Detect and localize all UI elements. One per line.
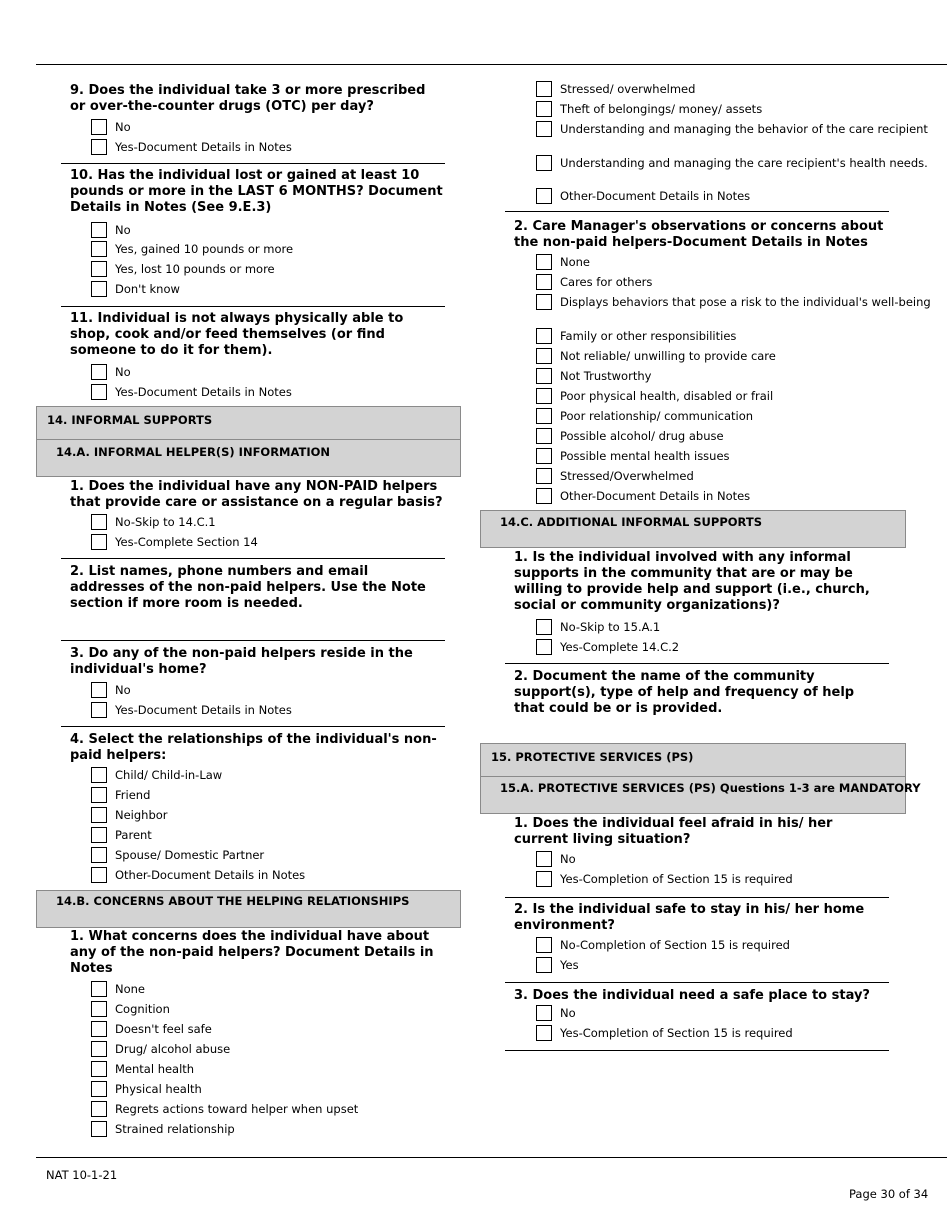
checkbox[interactable] [536,328,552,344]
checkbox[interactable] [536,368,552,384]
checkbox-label: Other-Document Details in Notes [115,868,306,882]
section-15a-header [480,776,921,814]
checkbox[interactable] [91,1121,107,1137]
checkbox-label: Physical health [115,1082,202,1096]
checkbox-label: Understanding and managing the behavior of the care recipient [560,122,928,136]
checkbox[interactable] [91,787,107,803]
checkbox-label: Possible mental health issues [560,449,730,463]
checkbox[interactable] [91,261,107,277]
checkbox[interactable] [536,639,552,655]
checkbox-label: No-Completion of Section 15 is required [560,938,790,952]
checkbox-label: Don't know [115,282,180,296]
checkbox-label: No [115,365,131,379]
checkbox[interactable] [536,871,552,887]
checkbox-label: Spouse/ Domestic Partner [115,848,265,862]
checkbox[interactable] [91,364,107,380]
divider [505,897,889,898]
question-9: 9. Does the individual take 3 or more prescribed or over-the-counter drugs (OTC) per day? [70,83,426,114]
checkbox[interactable] [91,514,107,530]
checkbox[interactable] [536,408,552,424]
form-id: NAT 10-1-21 [46,1168,118,1182]
checkbox-label: Understanding and managing the care recipient's health needs. [560,156,928,170]
divider [505,211,889,212]
checkbox-label: Other-Document Details in Notes [560,489,751,503]
section-14a-header [36,439,461,477]
checkbox[interactable] [536,188,552,204]
checkbox[interactable] [536,619,552,635]
bottom-rule [36,1157,947,1158]
checkbox[interactable] [91,702,107,718]
checkbox[interactable] [91,281,107,297]
checkbox[interactable] [91,981,107,997]
checkbox-label: Neighbor [115,808,168,822]
checkbox[interactable] [91,222,107,238]
checkbox-label: Displays behaviors that pose a risk to the individual's well-being [560,295,931,309]
checkbox-label: Friend [115,788,151,802]
checkbox[interactable] [536,937,552,953]
checkbox[interactable] [91,807,107,823]
checkbox[interactable] [91,1001,107,1017]
checkbox-label: Yes [560,958,579,972]
checkbox-label: Cognition [115,1002,170,1016]
checkbox-label: Yes-Completion of Section 15 is required [560,1026,793,1040]
checkbox[interactable] [536,1005,552,1021]
checkbox-label: Doesn't feel safe [115,1022,212,1036]
section-14-header [36,406,461,440]
checkbox-label: None [560,255,591,269]
checkbox-label: Theft of belongings/ money/ assets [560,102,763,116]
checkbox-label: Not Trustworthy [560,369,652,383]
checkbox[interactable] [91,119,107,135]
checkbox[interactable] [91,534,107,550]
checkbox-label: Possible alcohol/ drug abuse [560,429,724,443]
checkbox-label: Drug/ alcohol abuse [115,1042,231,1056]
top-rule [36,64,947,65]
checkbox[interactable] [536,81,552,97]
checkbox-label: Yes, lost 10 pounds or more [115,262,275,276]
checkbox-label: Child/ Child-in-Law [115,768,223,782]
section-14a-title: 14.A. INFORMAL HELPER(S) INFORMATION [56,445,331,459]
checkbox-label: Parent [115,828,152,842]
checkbox[interactable] [91,241,107,257]
checkbox-label: Strained relationship [115,1122,235,1136]
checkbox-label: Cares for others [560,275,653,289]
checkbox[interactable] [91,827,107,843]
checkbox-label: Yes-Complete 14.C.2 [560,640,680,654]
checkbox[interactable] [536,468,552,484]
divider [61,726,445,727]
checkbox-label: No [115,223,131,237]
checkbox-label: No [115,120,131,134]
section-15a-title: 15.A. PROTECTIVE SERVICES (PS) Questions 1-3 are MANDATORY [500,781,921,795]
section-14b-title: 14.B. CONCERNS ABOUT THE HELPING RELATIONSHIPS [56,894,410,908]
page-number: Page 30 of 34 [849,1187,929,1201]
question-10: 10. Has the individual lost or gained at least 10 pounds or more in the LAST 6 MONTHS? Document Details in Notes (See 9.E.3) [70,168,443,215]
checkbox[interactable] [91,1101,107,1117]
checkbox-label: Yes-Document Details in Notes [115,385,292,399]
checkbox[interactable] [91,767,107,783]
question-14a-3: 3. Do any of the non-paid helpers reside in the individual's home? [70,646,413,677]
checkbox[interactable] [536,101,552,117]
question-14a-1: 1. Does the individual have any NON-PAID helpers that provide care or assistance on a regular basis? [70,479,443,510]
divider [61,640,445,641]
checkbox-label: Poor relationship/ communication [560,409,754,423]
checkbox-label: No-Skip to 15.A.1 [560,620,661,634]
divider [505,663,889,664]
checkbox-label: Stressed/ overwhelmed [560,82,696,96]
checkbox[interactable] [536,428,552,444]
checkbox-label: Yes-Completion of Section 15 is required [560,872,793,886]
divider [61,306,445,307]
checkbox[interactable] [536,254,552,270]
checkbox[interactable] [536,957,552,973]
section-14c-title: 14.C. ADDITIONAL INFORMAL SUPPORTS [500,515,762,529]
checkbox-label: None [115,982,146,996]
section-14-title: 14. INFORMAL SUPPORTS [47,413,213,427]
checkbox[interactable] [91,847,107,863]
checkbox-label: No [560,1006,576,1020]
checkbox[interactable] [91,139,107,155]
question-15a-2: 2. Is the individual safe to stay in his/ her home environment? [514,902,865,933]
checkbox[interactable] [536,348,552,364]
checkbox-label: Poor physical health, disabled or frail [560,389,774,403]
question-14b-2: 2. Care Manager's observations or concerns about the non-paid helpers-Document Details in Notes [514,219,884,250]
checkbox[interactable] [91,1041,107,1057]
checkbox-label: Yes-Complete Section 14 [115,535,258,549]
divider [505,1050,889,1051]
question-14a-2: 2. List names, phone numbers and email addresses of the non-paid helpers. Use the Note section if more room is needed. [70,564,426,611]
checkbox-label: No [115,683,131,697]
question-14a-4: 4. Select the relationships of the individual's non-paid helpers: [70,732,437,763]
checkbox[interactable] [536,388,552,404]
question-11: 11. Individual is not always physically able to shop, cook and/or feed themselves (or find someone to do it for them). [70,311,404,358]
checkbox[interactable] [536,155,552,171]
checkbox-label: Yes-Document Details in Notes [115,703,292,717]
question-15a-1: 1. Does the individual feel afraid in his/ her current living situation? [514,816,833,847]
question-14c-2: 2. Document the name of the community support(s), type of help and frequency of help that could be or is provided. [514,669,855,716]
checkbox[interactable] [536,488,552,504]
checkbox[interactable] [536,448,552,464]
checkbox[interactable] [91,867,107,883]
divider [61,163,445,164]
checkbox[interactable] [536,1025,552,1041]
checkbox[interactable] [91,1021,107,1037]
section-15-header [480,743,906,777]
question-14c-1: 1. Is the individual involved with any informal supports in the community that are or may be willing to provide help and support (i.e., church, social or community organizations)? [514,550,870,613]
divider [505,982,889,983]
checkbox-label: Not reliable/ unwilling to provide care [560,349,776,363]
checkbox-label: Other-Document Details in Notes [560,189,751,203]
checkbox[interactable] [536,274,552,290]
checkbox[interactable] [91,682,107,698]
checkbox-label: Regrets actions toward helper when upset [115,1102,359,1116]
checkbox[interactable] [91,384,107,400]
checkbox-label: Yes-Document Details in Notes [115,140,292,154]
question-14b-1: 1. What concerns does the individual have about any of the non-paid helpers? Document Details in Notes [70,929,434,976]
section-15-title: 15. PROTECTIVE SERVICES (PS) [491,750,694,764]
checkbox[interactable] [91,1081,107,1097]
checkbox[interactable] [91,1061,107,1077]
checkbox-label: No [560,852,576,866]
checkbox-label: Family or other responsibilities [560,329,737,343]
checkbox-label: Stressed/Overwhelmed [560,469,694,483]
section-14b-header [36,890,461,928]
checkbox[interactable] [536,294,552,310]
section-14c-header [480,510,906,548]
checkbox[interactable] [536,121,552,137]
question-15a-3: 3. Does the individual need a safe place to stay? [514,988,870,1003]
divider [61,558,445,559]
checkbox[interactable] [536,851,552,867]
checkbox-label: Yes, gained 10 pounds or more [115,242,294,256]
checkbox-label: Mental health [115,1062,195,1076]
checkbox-label: No-Skip to 14.C.1 [115,515,216,529]
